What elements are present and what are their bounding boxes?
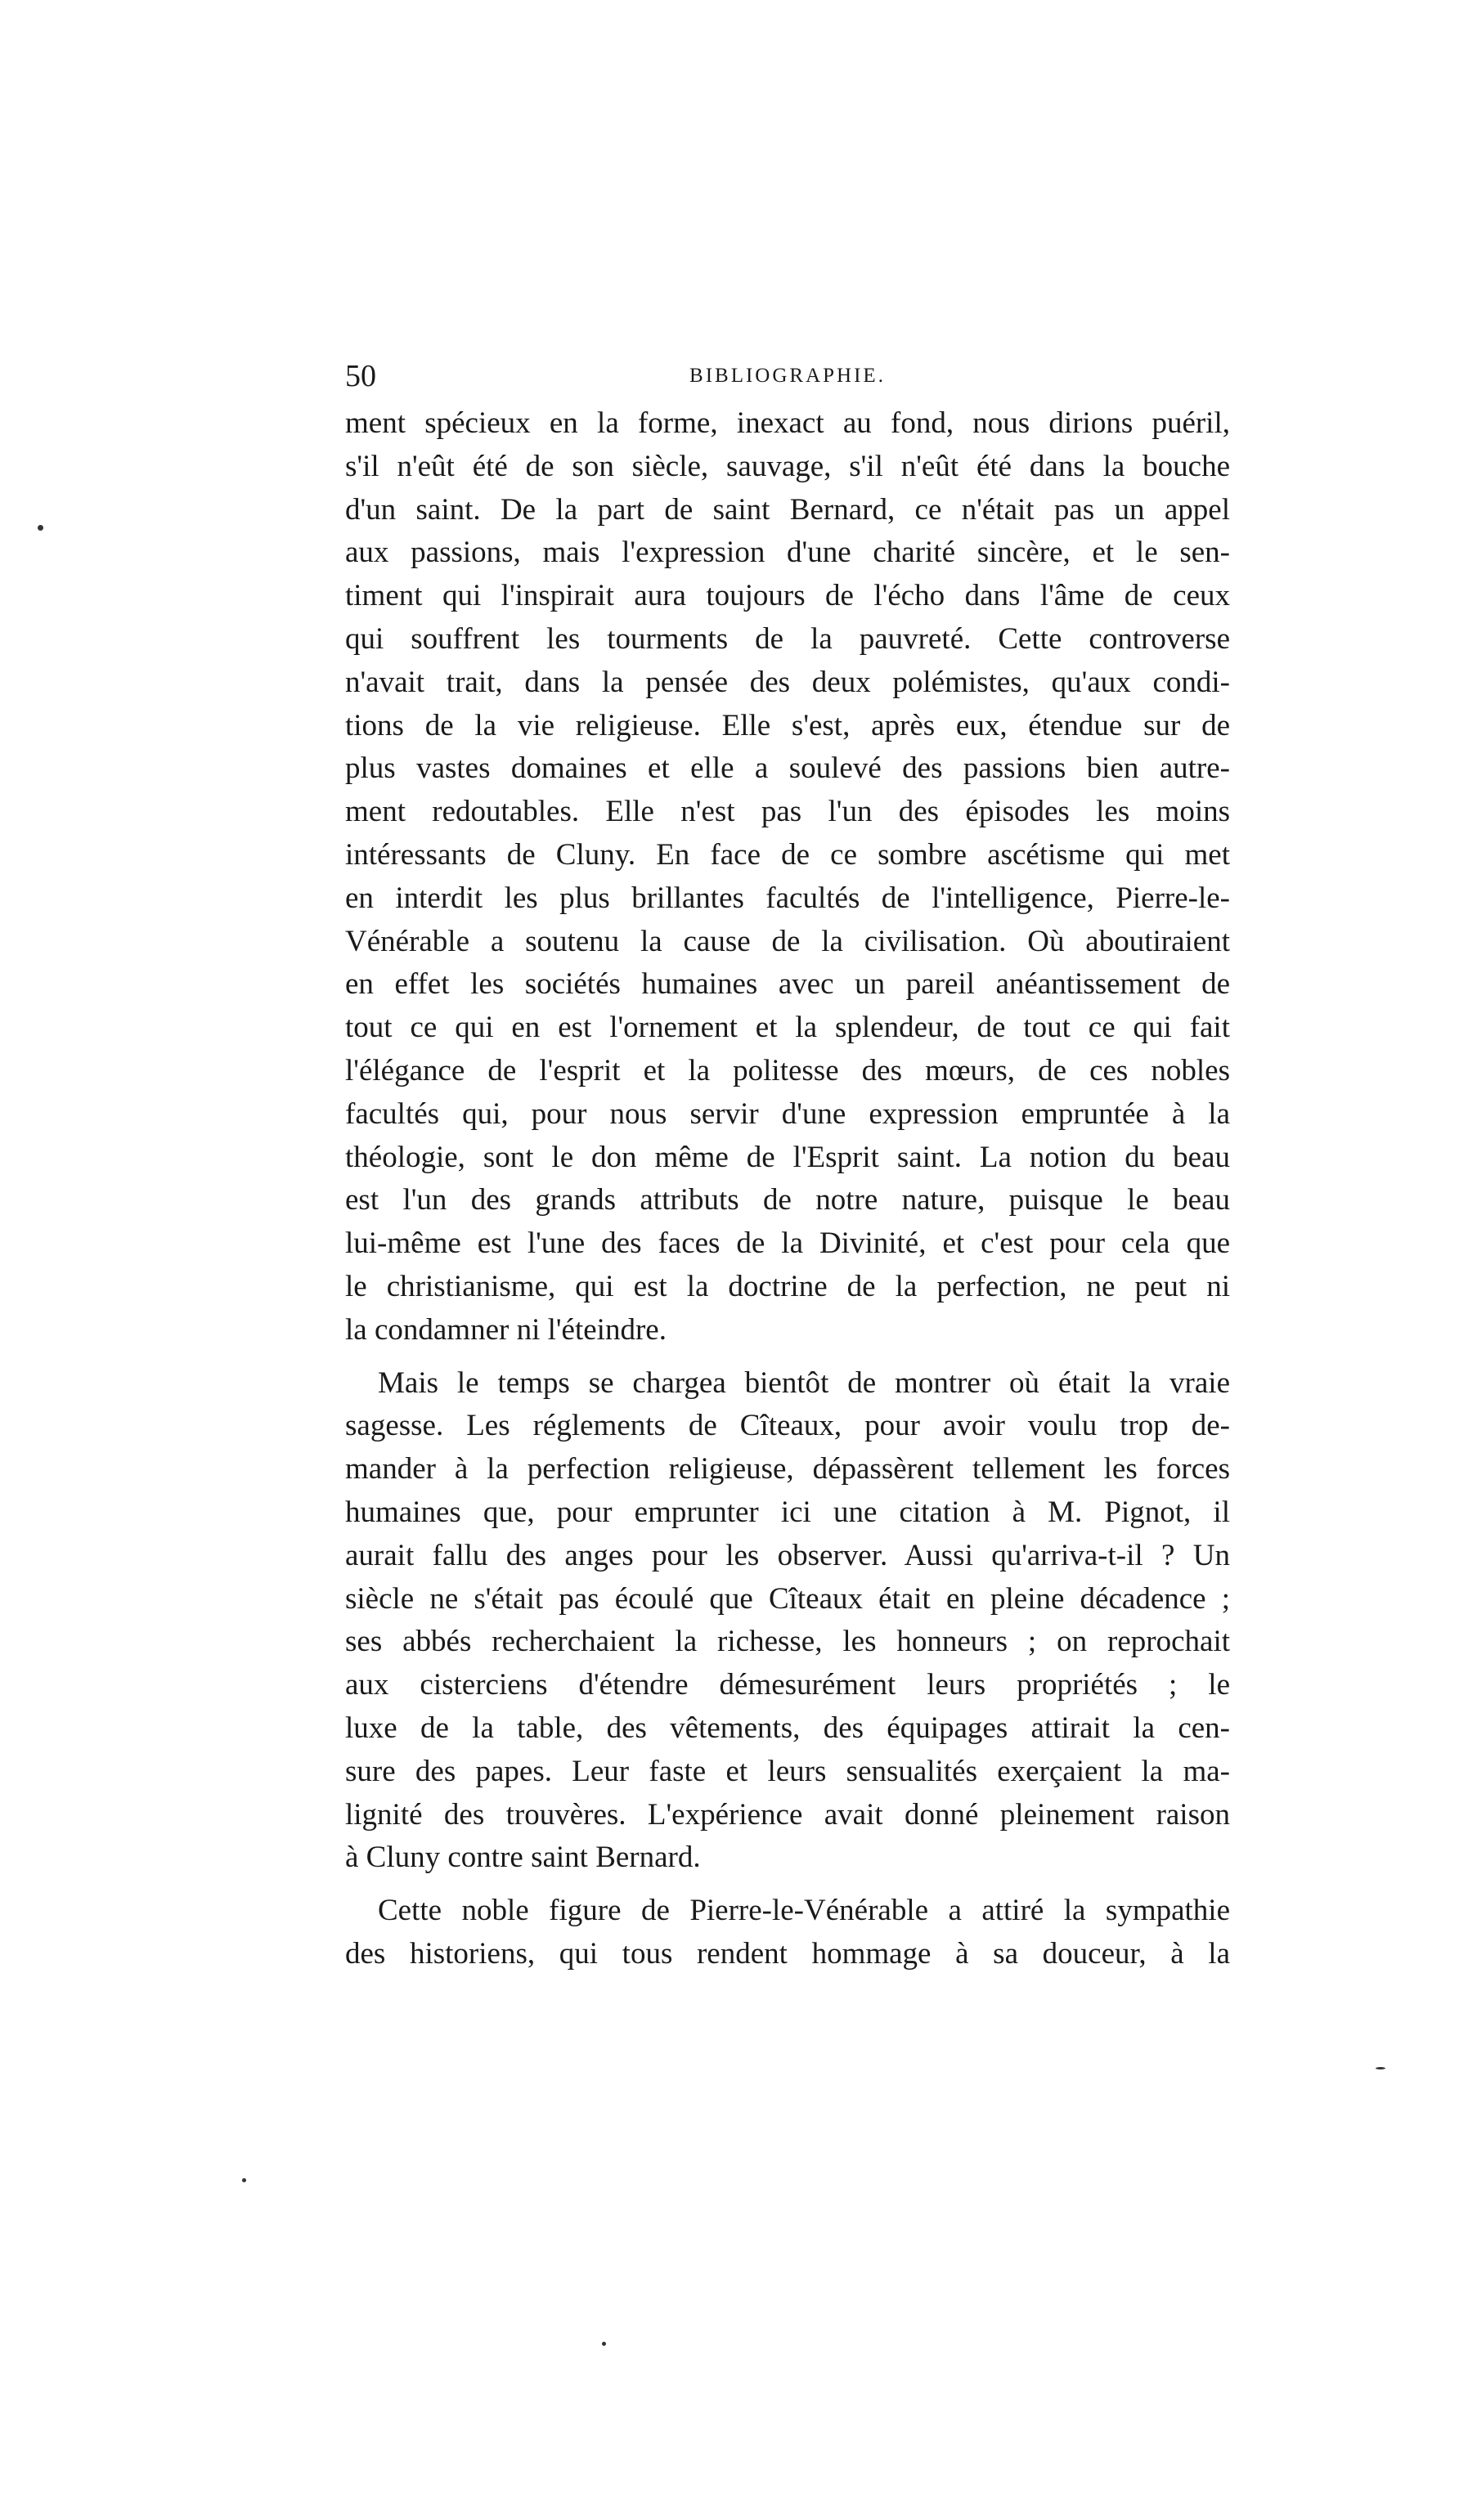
text-line: en interdit les plus brillantes facultés de l'intelligence, Pierre-le-	[345, 881, 1230, 915]
text-line: sagesse. Les réglements de Cîteaux, pour avoir voulu trop de-	[345, 1409, 1230, 1443]
text-line: Vénérable a soutenu la cause de la civilisation. Où aboutiraient	[345, 924, 1230, 958]
text-line: aux passions, mais l'expression d'une charité sincère, et le sen-	[345, 536, 1230, 570]
paragraph	[345, 1890, 1230, 1976]
text-line: Mais le temps se chargea bientôt de montrer où était la vraie	[378, 1365, 1230, 1400]
text-line: l'élégance de l'esprit et la politesse des mœurs, de ces nobles	[345, 1053, 1230, 1087]
text-line: intéressants de Cluny. En face de ce sombre ascétisme qui met	[345, 837, 1230, 872]
text-line: aux cisterciens d'étendre démesurément leurs propriétés ; le	[345, 1668, 1230, 1702]
print-speck	[242, 2178, 246, 2182]
text-line: ses abbés recherchaient la richesse, les honneurs ; on reprochait	[345, 1625, 1230, 1659]
running-head	[345, 353, 1230, 399]
body-text	[345, 402, 1230, 1976]
text-line: d'un saint. De la part de saint Bernard, ce n'était pas un appel	[345, 492, 1230, 527]
text-line: des historiens, qui tous rendent hommage à sa douceur, à la	[345, 1936, 1230, 1971]
text-line: tions de la vie religieuse. Elle s'est, après eux, étendue sur de	[345, 708, 1230, 742]
print-speck	[38, 525, 43, 531]
text-line: sure des papes. Leur faste et leurs sensualités exerçaient la ma-	[345, 1754, 1230, 1788]
text-line: plus vastes domaines et elle a soulevé des passions bien autre-	[345, 751, 1230, 786]
page-number: 50	[345, 359, 376, 393]
text-line: en effet les sociétés humaines avec un pareil anéantissement de	[345, 967, 1230, 1002]
text-line: à Cluny contre saint Bernard.	[345, 1841, 701, 1875]
text-line: tout ce qui en est l'ornement et la splendeur, de tout ce qui fait	[345, 1011, 1230, 1045]
text-line: s'il n'eût été de son siècle, sauvage, s'il n'eût été dans la bouche	[345, 449, 1230, 483]
text-line: mander à la perfection religieuse, dépassèrent tellement les forces	[345, 1452, 1230, 1486]
text-line: lignité des trouvères. L'expérience avait donné pleinement raison	[345, 1797, 1230, 1832]
print-speck	[1376, 2067, 1385, 2069]
text-line: luxe de la table, des vêtements, des équipages attirait la cen-	[345, 1711, 1230, 1745]
text-line: timent qui l'inspirait aura toujours de l'écho dans l'âme de ceux	[345, 579, 1230, 613]
text-line: la condamner ni l'éteindre.	[345, 1312, 667, 1347]
running-title: BIBLIOGRAPHIE.	[689, 365, 886, 387]
text-line: n'avait trait, dans la pensée des deux polémistes, qu'aux condi-	[345, 665, 1230, 699]
text-line: théologie, sont le don même de l'Esprit saint. La notion du beau	[345, 1140, 1230, 1174]
text-line: siècle ne s'était pas écoulé que Cîteaux était en pleine décadence ;	[345, 1581, 1230, 1616]
text-line: aurait fallu des anges pour les observer. Aussi qu'arriva-t-il ? Un	[345, 1538, 1230, 1572]
paragraph	[345, 1362, 1230, 1881]
text-line: est l'un des grands attributs de notre nature, puisque le beau	[345, 1183, 1230, 1217]
text-line: ment spécieux en la forme, inexact au fond, nous dirions puéril,	[345, 406, 1230, 440]
print-speck	[602, 2342, 606, 2346]
paragraph	[345, 402, 1230, 1352]
text-line: facultés qui, pour nous servir d'une expression empruntée à la	[345, 1096, 1230, 1131]
text-line: humaines que, pour emprunter ici une citation à M. Pignot, il	[345, 1495, 1230, 1529]
text-line: le christianisme, qui est la doctrine de la perfection, ne peut ni	[345, 1269, 1230, 1303]
text-line: qui souffrent les tourments de la pauvreté. Cette controverse	[345, 621, 1230, 656]
text-line: Cette noble figure de Pierre-le-Vénérable a attiré la sympathie	[378, 1894, 1230, 1928]
text-line: ment redoutables. Elle n'est pas l'un des épisodes les moins	[345, 795, 1230, 829]
text-line: lui-même est l'une des faces de la Divinité, et c'est pour cela que	[345, 1226, 1230, 1261]
